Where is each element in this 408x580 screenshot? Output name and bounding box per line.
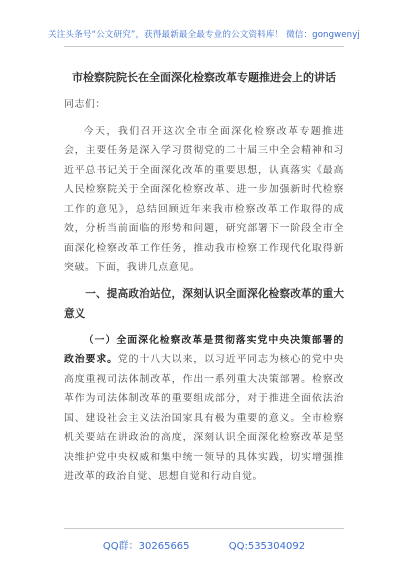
section-heading-1: 一、提高政治站位，深刻认识全面深化检察改革的重大意义: [64, 287, 344, 320]
footer: [0, 537, 408, 552]
header-divider: [64, 46, 344, 47]
intro-paragraph: 今天，我们召开这次全市全面深化检察改革专题推进会，主要任务是深入学习贯彻党的二十届三中全会精神和习近平总书记关于全面深化改革的重要思想，认真落实《最高人民检察院关于全面深化检察改革、进一步加强新时代检察工作的意见》，总结回顾近年来我市检察改革工作取得的成效，分析当前面临的形势和问题，研究部署下一阶段全市全面深化检察改革工作任务，推动我市检察工作现代化取得新突破。下面，我讲几点意见。: [64, 125, 344, 273]
footer-divider: [64, 528, 344, 529]
subsection-paragraph-1: [64, 331, 344, 487]
footer-qq: QQ:535304092: [228, 541, 306, 552]
salutation: 同志们：: [64, 99, 106, 110]
document-title: 市检察院院长在全面深化检察改革专题推进会上的讲话: [72, 71, 336, 84]
document-body: [64, 70, 344, 487]
subsection-body-1: 党的十八大以来，以习近平同志为核心的党中央高度重视司法体制改革，作出一系列重大决策部署。检察改革作为司法体制改革的重要组成部分，对于推进全面依法治国、建设社会主义法治国家具有极为重要的意义。全市检察机关要站在讲政治的高度，深刻认识全面深化检察改革是坚决维护党中央权威和集中统一领导的具体实践，切实增强推进改革的政治自觉、思想自觉和行动自觉。: [64, 354, 344, 482]
header-banner: 关注头条号“公文研究”，获得最新最全最专业的公文资料库！ 微信：gongwenyj: [48, 30, 360, 40]
footer-qq-group: QQ群：30265665: [102, 541, 190, 552]
subsection-lead-1: （一）全面深化检察改革是贯彻落实党中央决策部署的政治要求。: [64, 334, 344, 365]
